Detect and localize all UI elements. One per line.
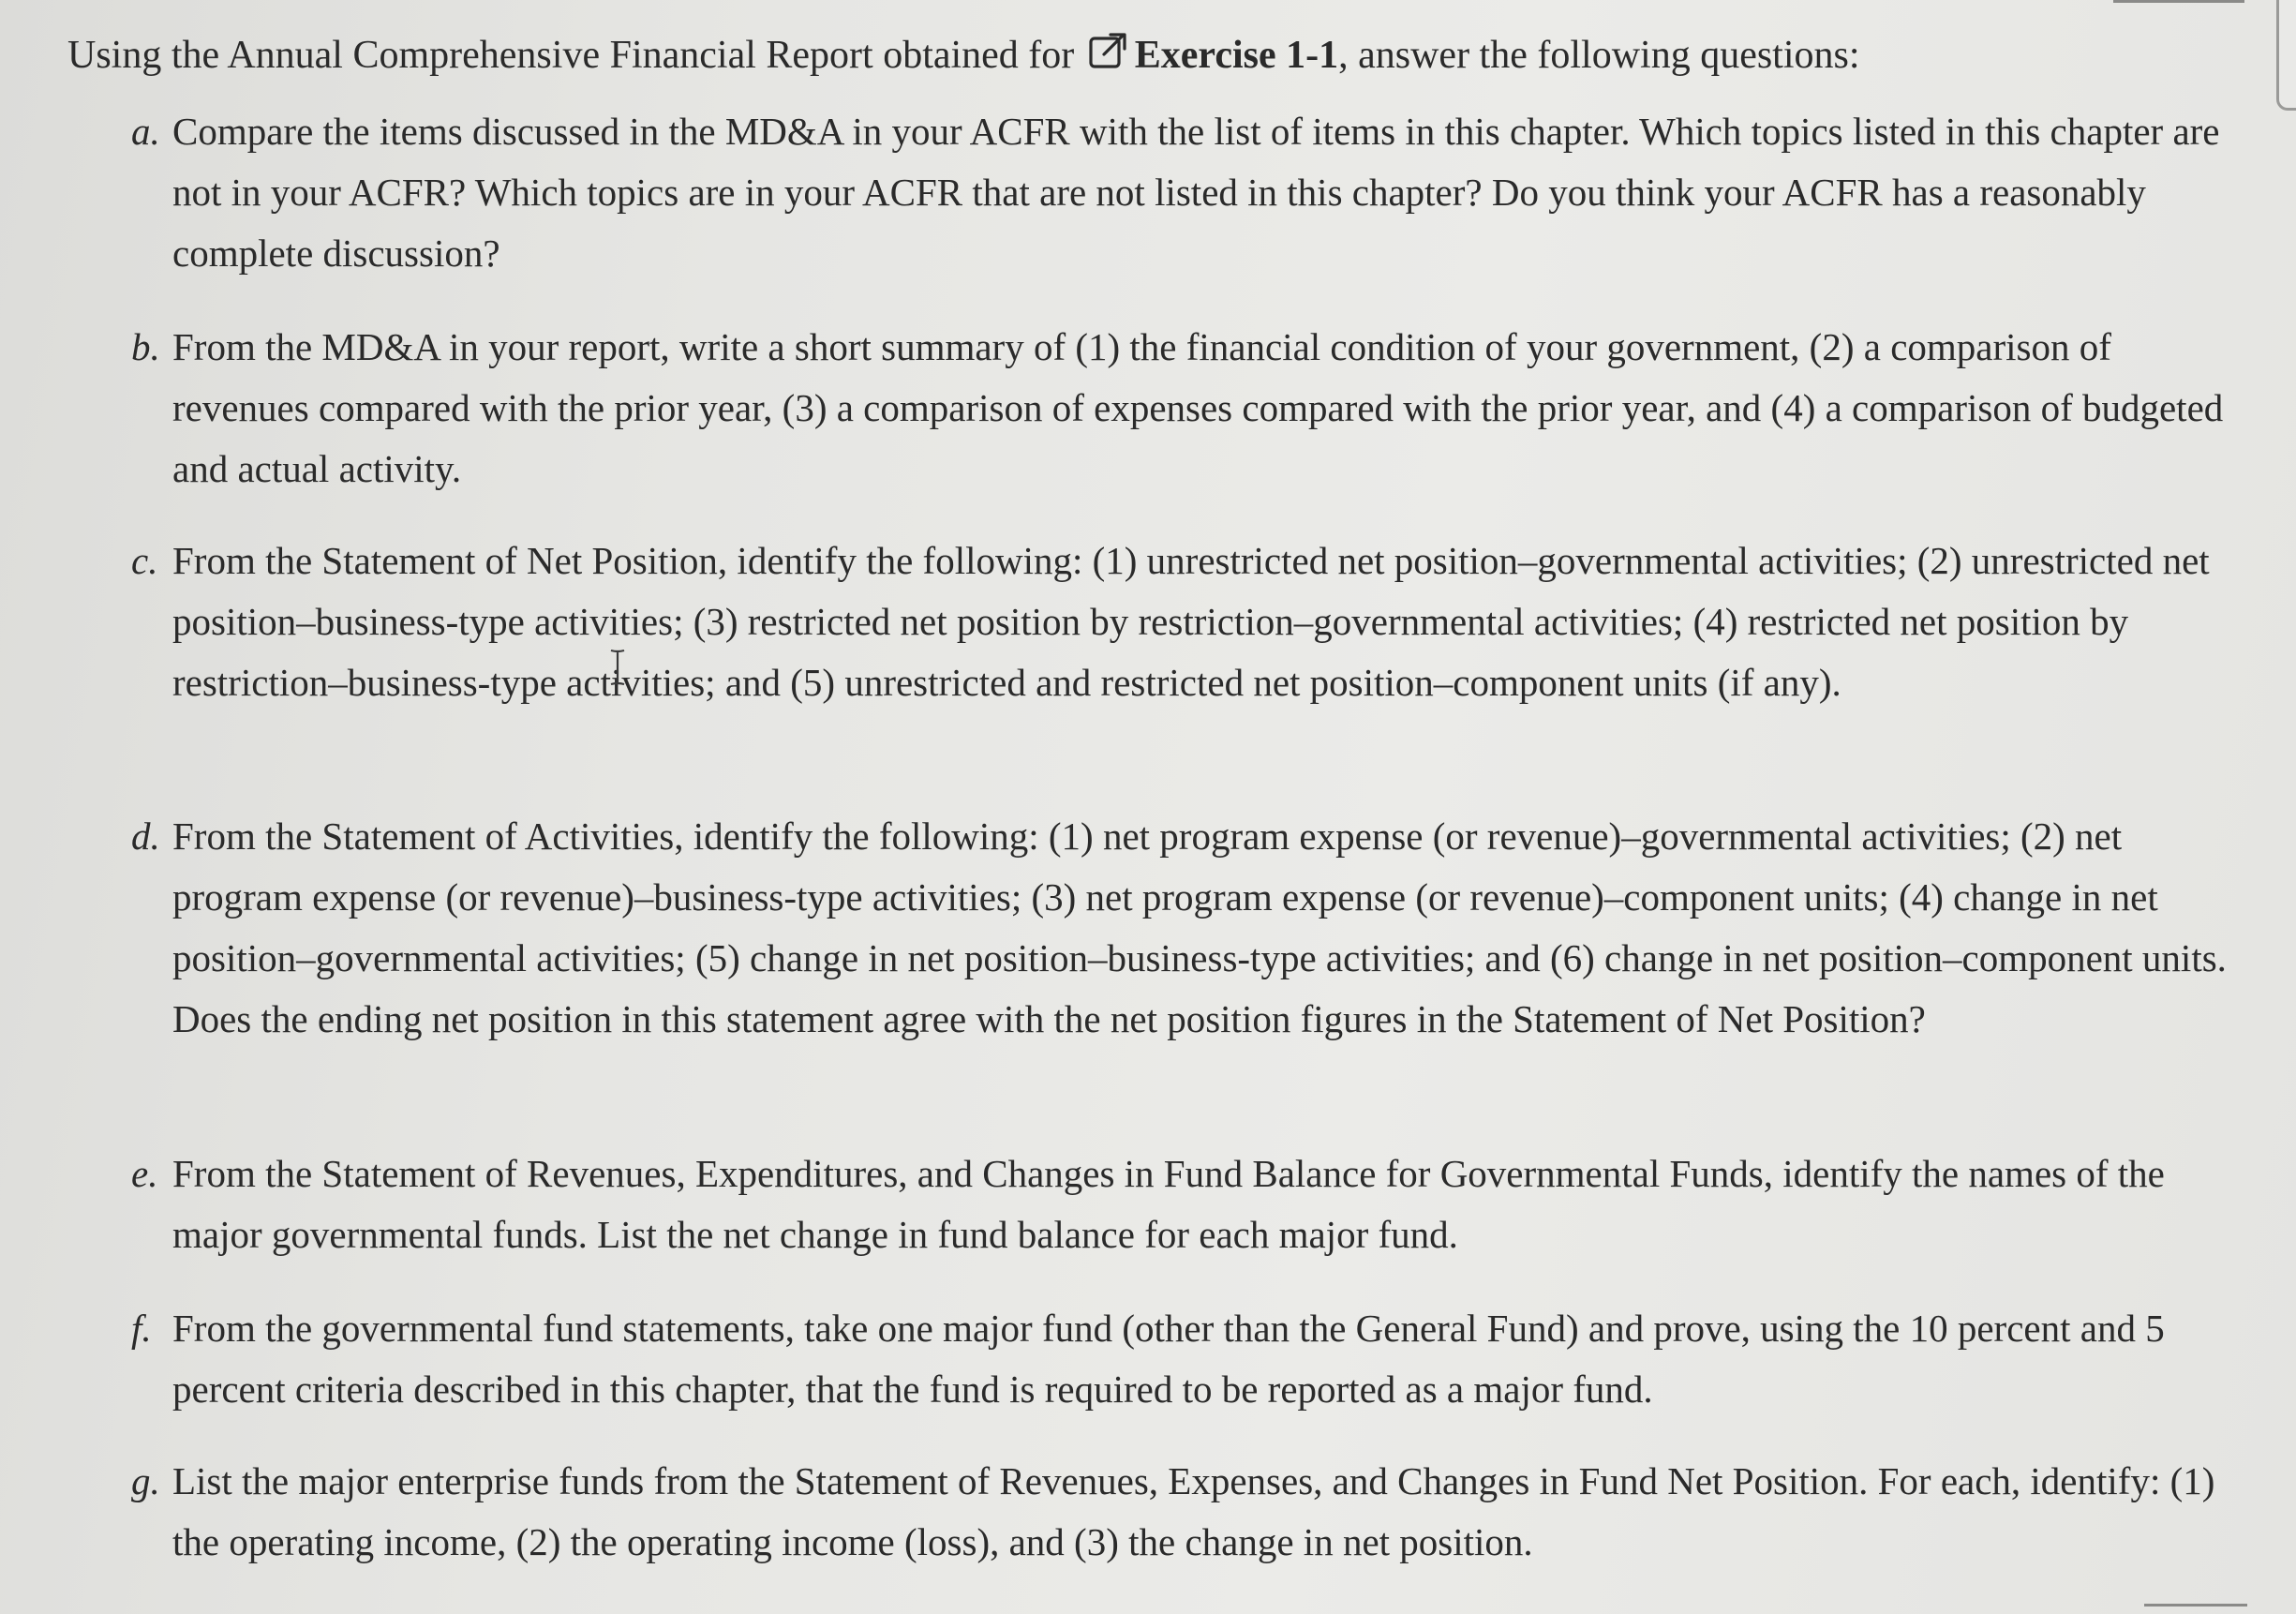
- question-e: [131, 1143, 2240, 1265]
- question-text: From the Statement of Revenues, Expenditures, and Changes in Fund Balance for Governmental Funds, identify the names of the major governmental funds. List the net change in fund balance for each major fund.: [172, 1152, 2165, 1256]
- question-f: [131, 1298, 2240, 1420]
- question-text: From the MD&A in your report, write a short summary of (1) the financial condition of your government, (2) a comparison of revenues compared with the prior year, (3) a comparison of expenses compared with the prior year, and (4) a comparison of budgeted and actual activity.: [172, 325, 2224, 490]
- external-link-icon[interactable]: [1088, 30, 1129, 71]
- question-letter: a.: [131, 110, 160, 153]
- bottom-divider: [2144, 1604, 2247, 1607]
- question-d: [131, 806, 2240, 1050]
- question-letter: b.: [131, 325, 160, 368]
- question-b: [131, 317, 2240, 500]
- intro-sentence: [67, 26, 2204, 84]
- question-letter: d.: [131, 814, 160, 858]
- question-text: List the major enterprise funds from the Statement of Revenues, Expenses, and Changes in Fund Net Position. For each, identify: (1) the operating income, (2) the operating income (loss), and (3) the change in net position.: [172, 1459, 2215, 1563]
- question-a: [131, 101, 2240, 284]
- question-letter: c.: [131, 539, 158, 582]
- intro-text-after: , answer the following questions:: [1338, 34, 1860, 77]
- top-divider: [2113, 0, 2244, 3]
- question-letter: g.: [131, 1459, 160, 1502]
- question-letter: e.: [131, 1152, 158, 1195]
- question-text: Compare the items discussed in the MD&A in your ACFR with the list of items in this chapter. Which topics listed in this chapter are not in your ACFR? Which topics are in your ACFR that are not listed in this chapter? Do you think your ACFR has a reasonably complete discussion?: [172, 110, 2220, 275]
- intro-text-before: Using the Annual Comprehensive Financial Report obtained for: [67, 34, 1075, 77]
- question-c: [131, 531, 2240, 713]
- exercise-link[interactable]: Exercise 1-1: [1134, 34, 1339, 77]
- question-letter: f.: [131, 1307, 152, 1350]
- question-text: From the governmental fund statements, take one major fund (other than the General Fund) and prove, using the 10 percent and 5 percent criteria described in this chapter, that the fund is required to be reported as a major fund.: [172, 1307, 2165, 1411]
- question-text: From the Statement of Net Position, identify the following: (1) unrestricted net position–governmental activities; (2) unrestricted net position–business-type activities; (3) restricted net position by restriction–governmental activities; (4) restricted net position by restriction–business-type activities; and (5) unrestricted and restricted net position–component units (if any).: [172, 539, 2210, 704]
- question-text: From the Statement of Activities, identify the following: (1) net program expense (or revenue)–governmental activities; (2) net program expense (or revenue)–business-type activities; (3) net program expense (or revenue)–component units; (4) change in net position–governmental activities; (5) change in net position–business-type activities; and (6) change in net position–component units. Does the ending net position in this statement agree with the net position figures in the Statement of Net Position?: [172, 814, 2227, 1040]
- question-g: [131, 1451, 2240, 1573]
- text-cursor-icon: [607, 649, 628, 686]
- scrollbar-edge[interactable]: [2276, 0, 2296, 111]
